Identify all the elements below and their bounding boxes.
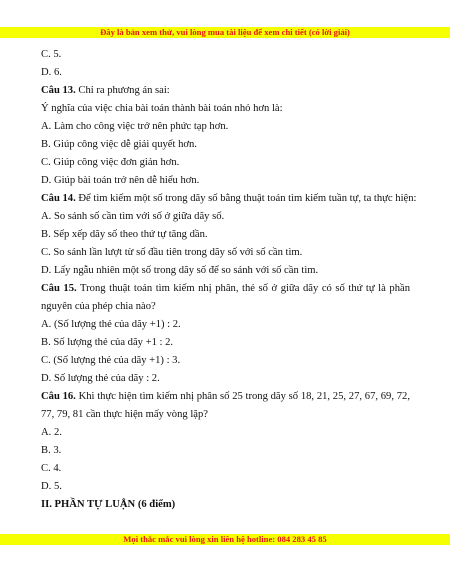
option-a: A. (Số lượng thẻ của dãy +1) : 2.: [41, 319, 181, 330]
preview-notice-banner: Đây là bản xem thử, vui lòng mua tài liệu để xem chi tiết (có lời giải): [0, 27, 450, 38]
option-b: B. Sếp xếp dãy số theo thứ tự tăng dần.: [41, 229, 208, 240]
question-label: Câu 13.: [41, 85, 76, 96]
question-14: [41, 192, 416, 205]
question-text: Để tìm kiếm một số trong dãy số bằng thuật toán tìm kiếm tuần tự, ta thực hiện:: [75, 193, 417, 204]
option-b: B. Số lượng thẻ của dãy +1 : 2.: [41, 337, 174, 348]
question-16: [41, 390, 410, 403]
question-text: Trong thuật toán tìm kiếm nhị phân, thẻ số ở giữa dãy có số thứ tự là phần: [80, 283, 410, 294]
question-label: Câu 15.: [41, 283, 77, 294]
option-c: C. 4.: [41, 463, 62, 474]
option-a: A. Làm cho công việc trở nên phức tạp hơn.: [41, 121, 229, 132]
question-13: [41, 84, 170, 97]
option-a: A. So sánh số cần tìm với số ở giữa dãy số.: [41, 211, 225, 222]
option-b: B. Giúp công việc dễ giải quyết hơn.: [41, 139, 197, 150]
question-text: Khi thực hiện tìm kiếm nhị phân số 25 trong dãy số 18, 21, 25, 27, 67, 69, 72,: [78, 391, 410, 402]
option-b: B. 3.: [41, 445, 62, 456]
question-16-continued: 77, 79, 81 cần thực hiện mấy vòng lặp?: [41, 409, 208, 420]
question-13-subtext: Ý nghĩa của việc chia bài toán thành bài toán nhỏ hơn là:: [41, 103, 283, 114]
question-15-continued: nguyên của phép chia nào?: [41, 301, 156, 312]
question-text: Chỉ ra phương án sai:: [75, 85, 170, 96]
question-label: Câu 14.: [41, 193, 76, 204]
option-c: C. 5.: [41, 49, 62, 60]
option-c: C. (Số lượng thẻ của dãy +1) : 3.: [41, 355, 181, 366]
option-c: C. Giúp công việc đơn giản hơn.: [41, 157, 180, 168]
option-d: D. Số lượng thẻ của dãy : 2.: [41, 373, 160, 384]
option-d: D. 6.: [41, 67, 62, 78]
option-d: D. 5.: [41, 481, 62, 492]
option-d: D. Lấy ngẫu nhiên một số trong dãy số để so sánh với số cần tìm.: [41, 265, 319, 276]
option-a: A. 2.: [41, 427, 62, 438]
hotline-notice-banner: Mọi thắc mắc vui lòng xin liên hệ hotline: 084 283 45 85: [0, 534, 450, 545]
question-15: [41, 282, 410, 295]
option-d: D. Giúp bài toán trở nên dễ hiểu hơn.: [41, 175, 200, 186]
section-title: II. PHẦN TỰ LUẬN (6 điểm): [41, 499, 176, 510]
option-c: C. So sánh lần lượt từ số đầu tiên trong dãy số với số cần tìm.: [41, 247, 303, 258]
question-label: Câu 16.: [41, 391, 76, 402]
